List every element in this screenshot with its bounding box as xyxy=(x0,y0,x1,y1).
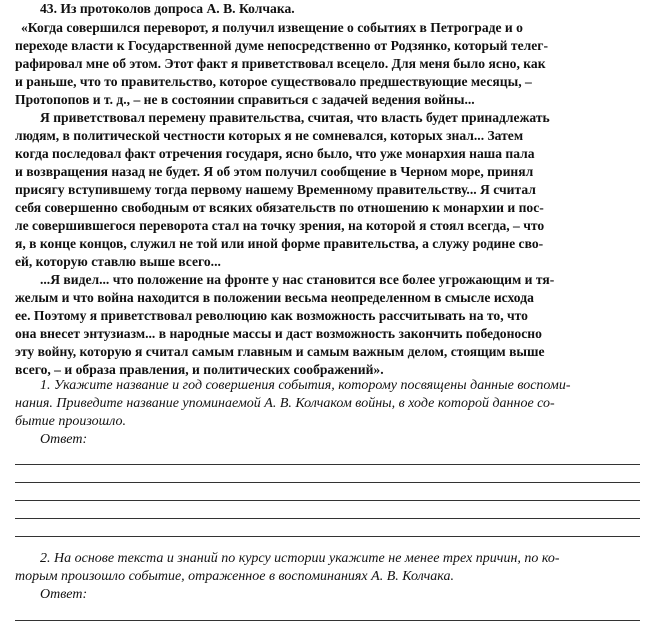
question-line: торым произошло событие, отраженное в воспоминаниях А. В. Колчака. xyxy=(15,569,454,584)
answer-line xyxy=(15,464,640,465)
text-line: и возвращения назад не будет. Я об этом получил сообщение в Черном море, принял xyxy=(15,164,534,179)
text-line: Я приветствовал перемену правительства, считая, что власть будет принадлежать xyxy=(40,110,550,125)
text-line: всего, – и образа правления, и политических соображений». xyxy=(15,362,384,377)
text-line: Протопопов и т. д., – не в состоянии справиться с задачей ведения войны... xyxy=(15,92,475,107)
text-line: ей, которую ставлю выше всего... xyxy=(15,254,221,269)
text-line: эту войну, которую я считал самым главным и самым важным делом, стоящим выше xyxy=(15,344,545,359)
answer-line xyxy=(15,620,640,621)
text-line: желым и что война находится в положении весьма неопределенном в смысле исхода xyxy=(15,290,534,305)
question-line: нания. Приведите название упоминаемой А. В. Колчаком войны, в ходе которой данное со- xyxy=(15,396,555,411)
answer-line xyxy=(15,500,640,501)
text-line: ее. Поэтому я приветствовал революцию как возможность рассчитывать на то, что xyxy=(15,308,528,323)
answer-label: Ответ: xyxy=(40,432,88,447)
text-line: когда последовал факт отречения государя, ясно было, что уже монархия наша пала xyxy=(15,146,535,161)
text-line: и раньше, что то правительство, которое существовало предшествующие месяцы, – xyxy=(15,74,532,89)
question-line: бытие произошло. xyxy=(15,414,126,429)
text-line: переходе власти к Государственной думе непосредственно от Родзянко, который телег- xyxy=(15,38,548,53)
document-heading: 43. Из протоколов допроса А. В. Колчака. xyxy=(40,1,295,16)
text-line: ...Я видел... что положение на фронте у нас становится все более угрожающим и тя- xyxy=(40,272,555,287)
text-line: присягу вступившему тогда первому нашему Временному правительству... Я считал xyxy=(15,182,536,197)
question-line: 1. Укажите название и год совершения события, которому посвящены данные воспоми- xyxy=(40,378,571,393)
question-line: 2. На основе текста и знаний по курсу истории укажите не менее трех причин, по ко- xyxy=(40,551,560,566)
answer-label: Ответ: xyxy=(40,587,88,602)
text-line: ле совершившегося переворота стал на точку зрения, на которой я стоял всегда, – что xyxy=(15,218,545,233)
text-line: рафировал мне об этом. Этот факт я приветствовал всецело. Для меня было ясно, как xyxy=(15,56,546,71)
answer-line xyxy=(15,536,640,537)
text-line: людям, в политической честности которых я не сомневался, которых знал... Затем xyxy=(15,128,524,143)
text-line: она внесет энтузиазм... в народные массы и даст возможность закончить победоносно xyxy=(15,326,542,341)
answer-line xyxy=(15,518,640,519)
text-line: «Когда совершился переворот, я получил извещение о событиях в Петрограде и о xyxy=(21,20,523,35)
answer-line xyxy=(15,482,640,483)
text-line: себя совершенно свободным от всяких обязательств по отношению к монархии и пос- xyxy=(15,200,544,215)
text-line: я, в конце концов, служил не той или иной форме правительства, а служу родине сво- xyxy=(15,236,544,251)
